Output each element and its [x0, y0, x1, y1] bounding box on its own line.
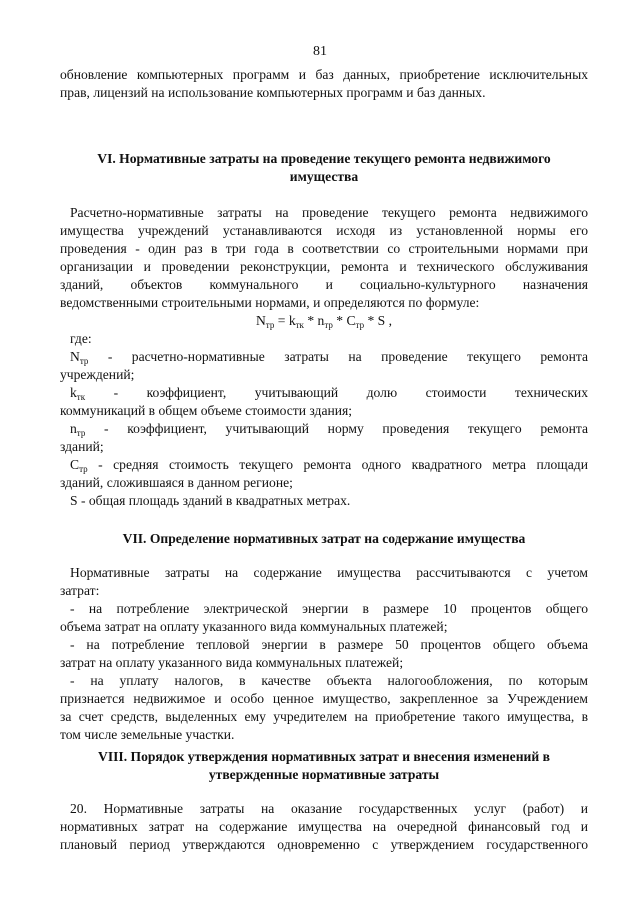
bullet-line: признается недвижимое и особо ценное имущество, закрепленное за Учреждением — [60, 691, 588, 706]
paragraph-20 — [60, 800, 588, 854]
bullet-line: том числе земельные участки. — [60, 727, 235, 742]
paragraph-line: затрат: — [60, 583, 100, 598]
section-8-heading — [60, 748, 588, 784]
section-7-paragraph — [60, 564, 588, 600]
def-symbol: C — [70, 457, 80, 472]
def-symbol: N — [70, 349, 80, 364]
bullet-line: затрат на оплату указанного вида коммунальных платежей; — [60, 655, 404, 670]
heading-line: утвержденные нормативные затраты — [208, 767, 440, 782]
bullet-electric — [60, 600, 588, 636]
def-text: - коэффициент, учитывающий норму проведения текущего ремонта — [85, 421, 588, 436]
page-number: 81 — [313, 44, 327, 59]
formula-subscript: тр — [355, 320, 365, 330]
definition-n — [60, 420, 588, 456]
definition-S: S - общая площадь зданий в квадратных метрах. — [70, 493, 351, 508]
bullet-line: объема затрат на оплату указанного вида коммунальных платежей; — [60, 619, 448, 634]
def-symbol: k — [70, 385, 77, 400]
heading-line: VIII. Порядок утверждения нормативных затрат и внесения изменений в — [98, 749, 550, 764]
section-7-heading: VII. Определение нормативных затрат на содержание имущества — [122, 531, 526, 546]
formula — [60, 312, 588, 330]
paragraph-line: 20. Нормативные затраты на оказание государственных услуг (работ) и — [70, 801, 588, 816]
def-text: - коэффициент, учитывающий долю стоимости технических — [85, 385, 588, 400]
def-subscript: тр — [76, 428, 86, 438]
intro-line: обновление компьютерных программ и баз данных, приобретение исключительных — [60, 67, 588, 82]
def-text: зданий, сложившаяся в данном регионе; — [60, 475, 293, 490]
formula-subscript: тр — [265, 320, 275, 330]
paragraph-line: зданий, объектов коммунального и социально-культурного назначения — [60, 277, 588, 292]
bullet-heat — [60, 636, 588, 672]
section-6-paragraph — [60, 204, 588, 312]
def-text: - средняя стоимость текущего ремонта одного квадратного метра площади — [87, 457, 588, 472]
formula-tail: * S , — [364, 313, 393, 328]
def-subscript: тк — [76, 392, 86, 402]
paragraph-line: организации и проведении реконструкции, ремонта и технического обслуживания — [60, 259, 588, 274]
formula-operator: * — [332, 313, 347, 328]
def-subscript: тр — [79, 464, 88, 474]
paragraph-line: плановый период утверждаются одновременно с утверждением государственного — [60, 837, 588, 852]
heading-line: VI. Нормативные затраты на проведение текущего ремонта недвижимого — [97, 151, 551, 166]
bullet-line: - на потребление электрической энергии в размере 10 процентов общего — [70, 601, 588, 616]
paragraph-line: имущества учреждений устанавливаются исходя из установленной нормы его — [60, 223, 588, 238]
intro-paragraph — [60, 66, 588, 102]
formula-symbol: n — [317, 313, 325, 328]
def-text: учреждений; — [60, 367, 135, 382]
formula-symbol: k — [288, 313, 296, 328]
definition-C — [60, 456, 588, 492]
paragraph-line: ведомственными строительными нормами, и определяются по формуле: — [60, 295, 480, 310]
bullet-taxes — [60, 672, 588, 744]
definition-k — [60, 384, 588, 420]
def-text: - расчетно-нормативные затраты на проведение текущего ремонта — [88, 349, 588, 364]
def-text: зданий; — [60, 439, 104, 454]
paragraph-line: проведения - один раз в три года в соответствии со строительными нормами при — [60, 241, 588, 256]
bullet-line: - на потребление тепловой энергии в размере 50 процентов общего объема — [70, 637, 588, 652]
formula-subscript: тк — [295, 320, 304, 330]
formula-symbol: N — [255, 313, 266, 328]
bullet-line: - на уплату налогов, в качестве объекта налогообложения, по которым — [70, 673, 588, 688]
def-symbol: n — [70, 421, 77, 436]
formula-subscript: тр — [324, 320, 333, 330]
where-label: где: — [70, 331, 92, 346]
paragraph-line: нормативных затрат на содержание имущества на очередной финансовый год и — [60, 819, 588, 834]
formula-operator: = — [274, 313, 289, 328]
formula-operator: * — [303, 313, 318, 328]
paragraph-line: Расчетно-нормативные затраты на проведение текущего ремонта недвижимого — [70, 205, 588, 220]
section-6-heading — [60, 150, 588, 186]
def-subscript: тр — [79, 356, 89, 366]
heading-line: имущества — [289, 169, 359, 184]
formula-symbol: C — [346, 313, 356, 328]
paragraph-line: Нормативные затраты на содержание имущества рассчитываются с учетом — [70, 565, 588, 580]
intro-line: прав, лицензий на использование компьютерных программ и баз данных. — [60, 85, 486, 100]
def-text: коммуникаций в общем объеме стоимости здания; — [60, 403, 353, 418]
bullet-line: за счет средств, выделенных ему учредителем на приобретение такого имущества, в — [60, 709, 588, 724]
definition-N — [60, 348, 588, 384]
